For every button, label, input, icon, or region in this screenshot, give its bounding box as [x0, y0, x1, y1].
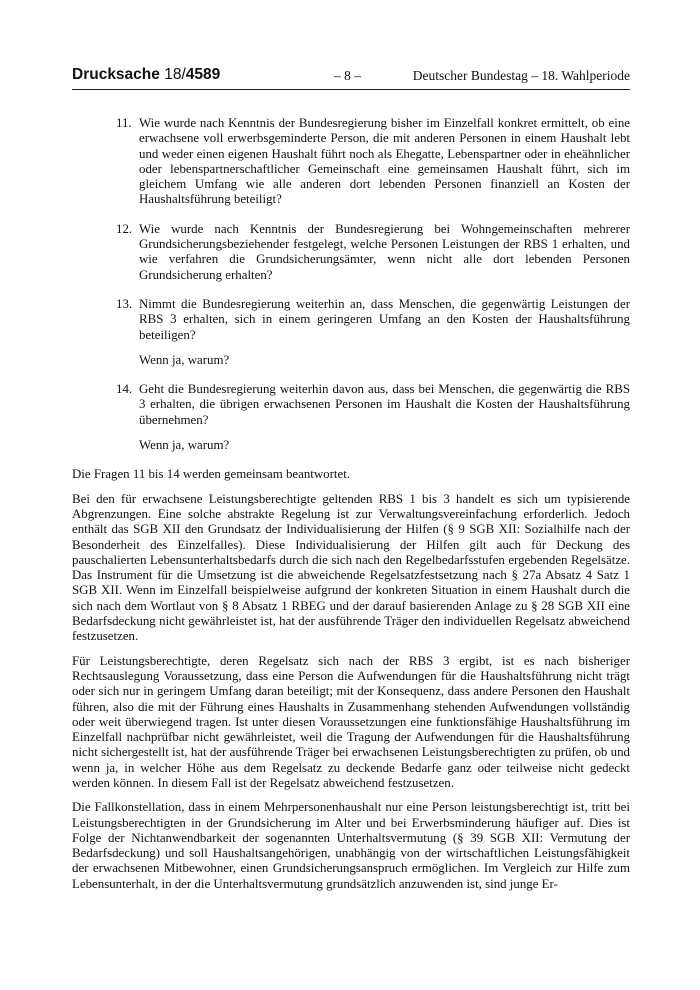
document-number-value: 4589: [185, 66, 221, 83]
document-body: [72, 116, 630, 901]
question-text: Geht die Bundesregierung weiterhin davon aus, dass bei Menschen, die gegenwärtig die RBS 3 erhalten, die übrigen erwachsenen Personen im Haushalt die Kosten der Haushaltsführung übernehmen?: [139, 382, 630, 427]
publisher: Deutscher Bundestag – 18. Wahlperiode: [412, 68, 630, 83]
question-number: 12.: [116, 221, 133, 236]
question-item: [72, 382, 630, 453]
question-followup: Wenn ja, warum?: [139, 352, 230, 367]
answer-intro: Die Fragen 11 bis 14 werden gemeinsam beantwortet.: [72, 467, 351, 482]
header-divider: [72, 89, 630, 90]
question-number: 13.: [116, 296, 133, 311]
question-text: Wie wurde nach Kenntnis der Bundesregierung bei Wohngemeinschaften mehrerer Grundsicherungsbeziehender festgelegt, welche Personen Leistungen der RBS 1 erhalten, und wie verfahren die Grundsicherungsämter, wenn nicht alle dort lebenden Personen Grundsicherung erhalten?: [139, 221, 630, 282]
page-number: – 8 –: [334, 68, 361, 83]
question-followup: Wenn ja, warum?: [139, 438, 230, 453]
page-header: [72, 66, 630, 88]
answer-paragraph: Für Leistungsberechtigte, deren Regelsatz sich nach der RBS 3 ergibt, ist es nach bisheriger Rechtsauslegung Voraussetzung, dass eine Person die Aufwendungen für die Haushaltsführung nicht trägt oder sich nur in geringem Umfang daran beteiligt; mit der Konsequenz, dass andere Personen den Haushalt führen, also die mit der Führung eines Haushalts in Zusammenhang stehenden Aufwendungen vollständig oder weit überwiegend tragen. Ist unter diesen Voraussetzungen eine funktionsfähige Haushaltsführung im Einzelfall nachprüfbar nicht gewährleistet, weil die Tragung der Aufwendungen für die Haushaltsführung nicht sichergestellt ist, hat der ausführende Träger bei erwachsenen Leistungsberechtigten zu prüfen, ob und wenn ja, in welcher Höhe aus dem Regelsatz zu deckende Bedarfe ganz oder teilweise nicht gedeckt werden können. In diesem Fall ist der Regelsatz abweichend festzusetzen.: [72, 653, 630, 790]
document-label: Drucksache: [72, 66, 160, 83]
question-item: [72, 297, 630, 368]
answer-paragraph: Bei den für erwachsene Leistungsberechtigte geltenden RBS 1 bis 3 handelt es sich um typisierende Abgrenzungen. Eine solche abstrakte Regelung ist zur Verwaltungsvereinfachung erforderlich. Jedoch enthält das SGB XII den Grundsatz der Individualisierung der Hilfen (§ 9 SGB XII: Sozialhilfe nach der Besonderheit des Einzelfalles). Diese Individualisierung der Hilfen gilt auch für Deckung des pauschalierten Lebensunterhaltsbedarfs durch die sich nach den Regelbedarfsstufen ergebenden Regelsätze. Das Instrument für die Umsetzung ist die abweichende Regelsatzfestsetzung nach § 27a Absatz 4 Satz 1 SGB XII. Wenn im Einzelfall beispielweise aufgrund der konkreten Situation in einem Haushalt durch die sich nach dem Wortlaut von § 8 Absatz 1 RBEG und der darauf basierenden Anlage zu § 28 SGB XII eine Bedarfsdeckung nicht gewährleistet ist, hat der ausführende Träger den individuellen Regelsatz abweichend festzusetzen.: [72, 491, 630, 644]
answer-paragraph: Die Fallkonstellation, dass in einem Mehrpersonenhaushalt nur eine Person leistungsberechtigt ist, tritt bei Leistungsberechtigten in der Grundsicherung im Alter und bei Erwerbsminderung häufiger auf. Dies ist Folge der Nichtanwendbarkeit der sogenannten Unterhaltsvermutung (§ 39 SGB XII: Vermutung der Bedarfsdeckung) und soll Haushaltsangehörigen, unabhängig von der wirtschaftlichen Leistungsfähigkeit der erwachsenen Mitbewohner, einen Grundsicherungsanspruch ermöglichen. Im Vergleich zur Hilfe zum Lebensunterhalt, in der die Unterhaltsvermutung grundsätzlich anzuwenden ist, sind junge Er-: [72, 800, 630, 891]
question-text: Nimmt die Bundesregierung weiterhin an, dass Menschen, die gegenwärtig Leistungen der RBS 3 erhalten, sich in einem geringeren Umfang an den Kosten der Haushaltsführung beteiligen?: [139, 296, 630, 342]
document-number-prefix: 18/: [164, 66, 186, 83]
question-item: [72, 222, 630, 283]
question-number: 11.: [116, 116, 132, 130]
question-number: 14.: [116, 382, 133, 397]
question-text: Wie wurde nach Kenntnis der Bundesregierung bisher im Einzelfall konkret ermittelt, ob eine erwachsene voll erwerbsgeminderte Person, die mit anderen Personen in einem Haushalt lebt und weder einen eigenen Haushalt führt noch als Ehegatte, Lebenspartner oder in eheähnlicher oder lebenspartnerschaftlicher Gemeinschaft eine gemeinsamen Haushalt führt, sich im gleichem Umfang wie alle anderen dort lebenden Personen finanziell an Kosten der Haushaltsführung beteiligt?: [139, 116, 630, 207]
question-item: [72, 116, 630, 208]
document-number: [72, 66, 220, 84]
